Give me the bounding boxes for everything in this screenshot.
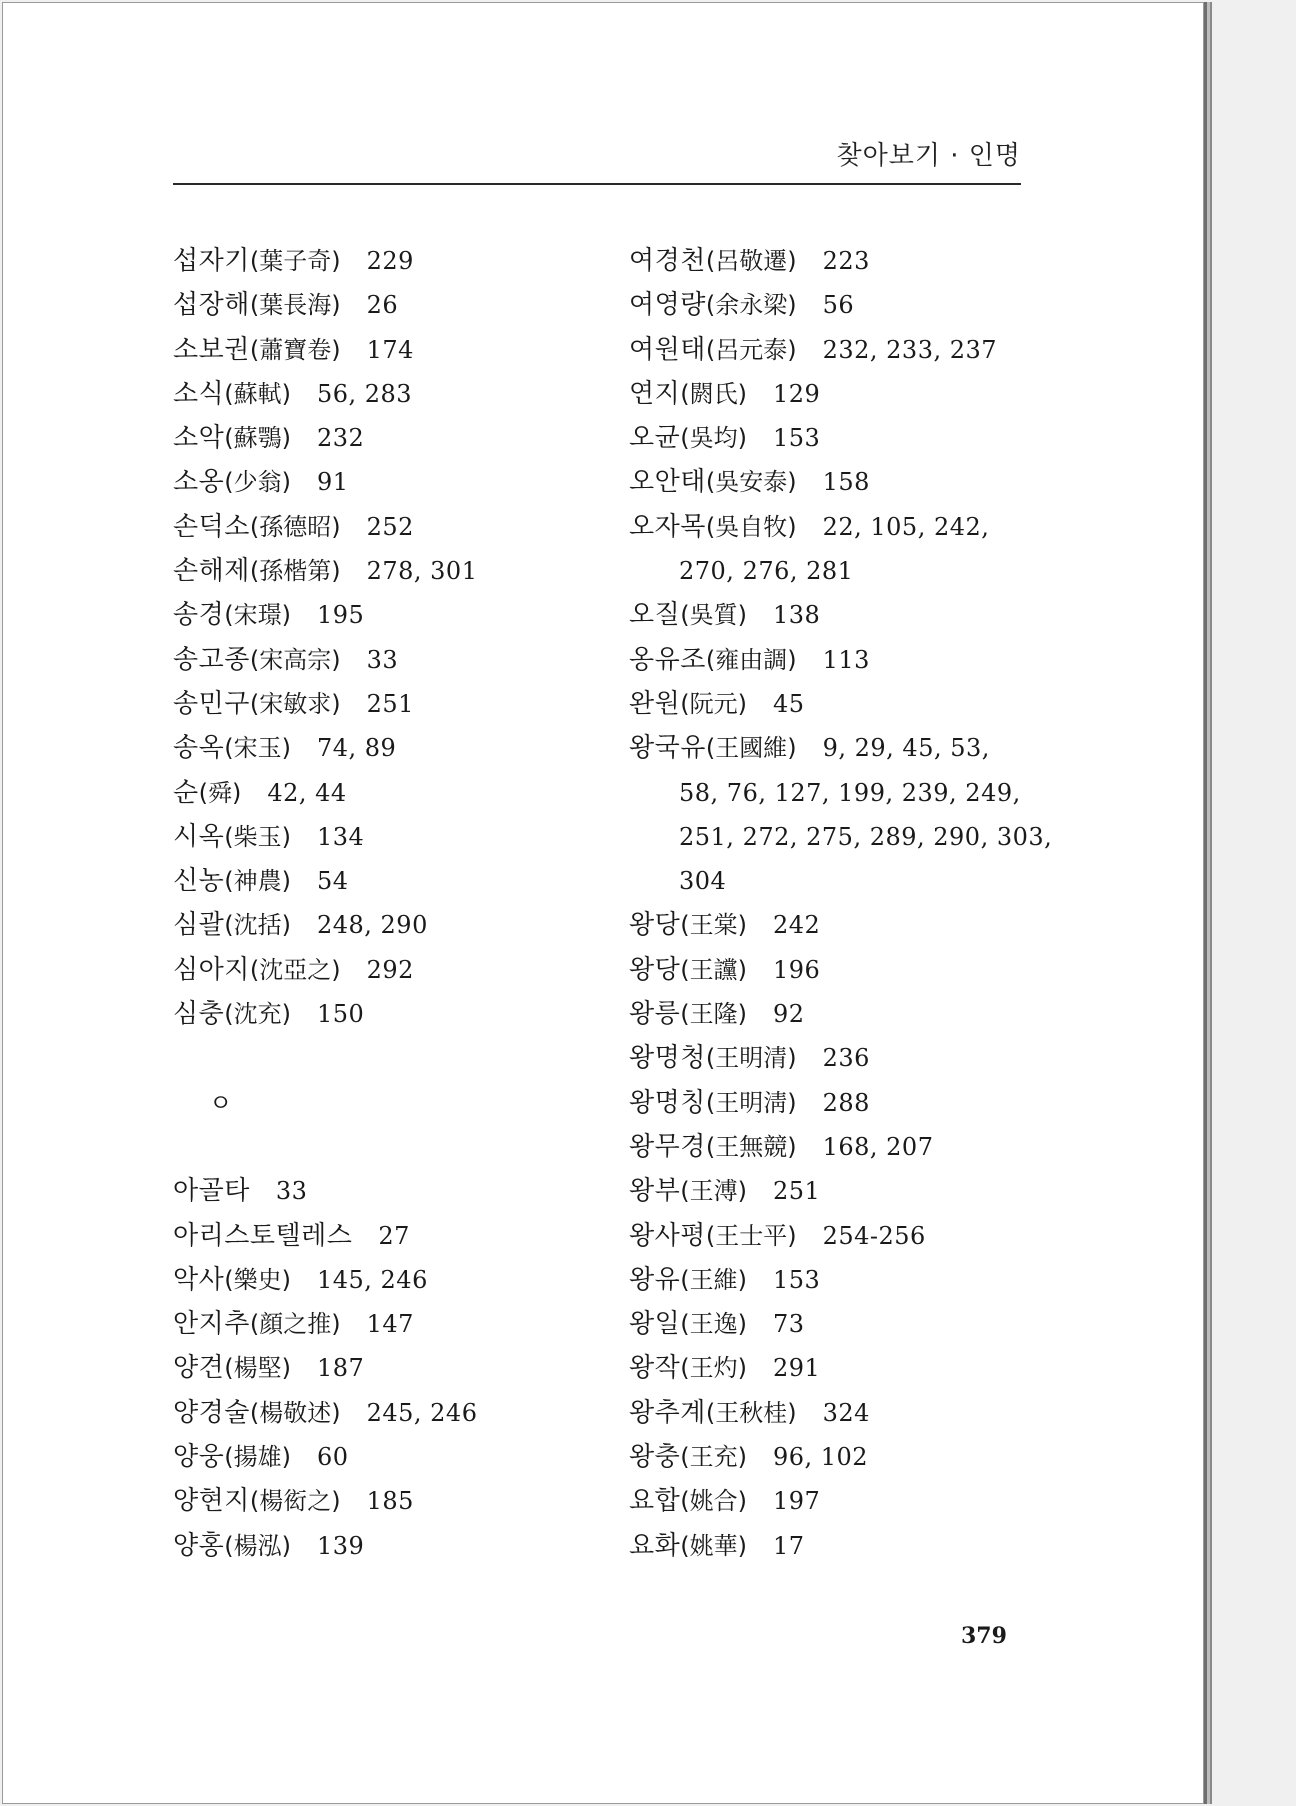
entry-pages: 26 — [366, 291, 399, 320]
entry-name: 손해제 — [173, 556, 250, 587]
entry-hanja: (吳均) — [680, 424, 747, 453]
index-entry — [629, 638, 1049, 682]
entry-hanja: (雍由調) — [705, 645, 797, 674]
index-entry-continuation — [629, 549, 1049, 593]
entry-pages: 223 — [822, 247, 870, 275]
index-entry — [629, 903, 1049, 947]
entry-name: 옹유조 — [629, 644, 706, 675]
index-entry — [629, 1169, 1049, 1213]
entry-hanja: (柴玉) — [224, 822, 291, 851]
entry-hanja: (姚合) — [680, 1487, 747, 1516]
section-letter: ㅇ — [209, 1088, 233, 1117]
entry-hanja: (姚華) — [680, 1531, 747, 1560]
entry-hanja: (王讜) — [680, 955, 747, 984]
entry-hanja: (沈括) — [224, 911, 291, 940]
entry-hanja: (王國維) — [705, 734, 797, 763]
entry-hanja: (王逸) — [680, 1310, 747, 1339]
entry-pages: 27 — [378, 1221, 410, 1250]
entry-pages: 96, 102 — [772, 1443, 869, 1472]
entry-hanja: (王秋桂) — [705, 1398, 797, 1427]
index-entry — [173, 328, 613, 372]
entry-hanja: (呂元泰) — [705, 335, 797, 364]
entry-hanja: (揚雄) — [224, 1443, 291, 1472]
index-entry — [173, 549, 613, 593]
index-column-right — [629, 239, 1053, 1568]
entry-hanja: (樂史) — [224, 1265, 291, 1294]
index-entry — [629, 1435, 1049, 1479]
entry-pages: 73 — [772, 1310, 805, 1339]
entry-pages: 195 — [316, 601, 365, 630]
entry-pages: 139 — [316, 1531, 365, 1560]
entry-hanja: (吳質) — [680, 601, 747, 630]
entry-name: 왕당 — [629, 910, 681, 941]
index-entry — [173, 239, 613, 283]
entry-hanja: (阮元) — [680, 689, 747, 718]
page-number: 379 — [961, 1623, 1007, 1649]
entry-pages: 113 — [822, 645, 870, 674]
entry-pages: 138 — [772, 601, 821, 630]
index-entry — [629, 239, 1049, 283]
header-rule — [173, 183, 1021, 185]
entry-hanja: (王棠) — [680, 911, 747, 940]
entry-name: 안지추 — [173, 1309, 250, 1340]
entry-name: 심아지 — [173, 954, 250, 985]
entry-pages: 197 — [772, 1487, 821, 1516]
entry-pages: 33 — [366, 645, 399, 674]
entry-hanja: (楊泓) — [224, 1531, 291, 1560]
entry-pages: 232, 233, 237 — [822, 335, 998, 364]
entry-name: 연지 — [629, 378, 681, 409]
index-entry — [173, 1479, 613, 1523]
index-entry — [629, 460, 1049, 504]
entry-pages: 196 — [772, 955, 821, 984]
entry-hanja: (吳自牧) — [705, 512, 797, 541]
index-entry — [173, 372, 613, 416]
entry-pages: 291 — [772, 1354, 821, 1383]
index-entry — [629, 1258, 1049, 1302]
entry-name: 송옥 — [173, 733, 225, 764]
entry-pages: 324 — [822, 1398, 870, 1427]
entry-pages: 33 — [275, 1177, 308, 1206]
entry-hanja: (呂敬遷) — [705, 247, 797, 275]
entry-name: 오안태 — [629, 467, 706, 498]
entry-hanja: (王無競) — [705, 1132, 797, 1161]
entry-pages: 229 — [366, 247, 414, 275]
index-entry — [629, 1081, 1049, 1125]
entry-pages: 56 — [822, 291, 855, 320]
index-entry — [173, 771, 613, 815]
book-page — [2, 2, 1204, 1804]
entry-pages: 58, 76, 127, 199, 239, 249, — [679, 778, 1021, 807]
index-entry — [629, 1524, 1049, 1568]
index-entry — [173, 1214, 613, 1258]
entry-hanja: (王隆) — [680, 1000, 747, 1029]
entry-pages: 9, 29, 45, 53, — [822, 734, 990, 763]
entry-name: 아리스토텔레스 — [173, 1220, 353, 1251]
index-entry — [629, 682, 1049, 726]
entry-name: 심충 — [173, 999, 225, 1030]
entry-name: 송경 — [173, 600, 225, 631]
entry-pages: 288 — [822, 1088, 870, 1117]
entry-name: 소식 — [173, 378, 225, 409]
entry-pages: 270, 276, 281 — [679, 557, 854, 586]
entry-hanja: (葉長海) — [249, 291, 341, 320]
index-entry — [173, 1435, 613, 1479]
entry-name: 섭자기 — [173, 246, 250, 276]
index-entry — [629, 1125, 1049, 1169]
entry-pages: 252 — [366, 512, 414, 541]
entry-hanja: (王明淸) — [705, 1088, 797, 1117]
entry-name: 요합 — [629, 1486, 681, 1517]
index-entry — [173, 903, 613, 947]
entry-hanja: (顔之推) — [249, 1310, 341, 1339]
entry-name: 소보권 — [173, 334, 250, 365]
entry-hanja: (王明清) — [705, 1044, 797, 1073]
index-entry — [629, 992, 1049, 1036]
entry-pages: 147 — [366, 1310, 414, 1339]
entry-pages: 91 — [316, 468, 349, 497]
entry-hanja: (王充) — [680, 1443, 747, 1472]
entry-pages: 174 — [366, 335, 414, 364]
entry-hanja: (楊衒之) — [249, 1487, 341, 1516]
entry-hanja: (沈亞之) — [249, 955, 341, 984]
entry-hanja: (沈充) — [224, 1000, 291, 1029]
entry-name: 섭장해 — [173, 290, 250, 321]
entry-pages: 42, 44 — [267, 778, 347, 807]
entry-name: 왕부 — [629, 1176, 681, 1207]
entry-name: 여경천 — [629, 246, 706, 276]
index-entry — [629, 948, 1049, 992]
entry-pages: 242 — [772, 911, 821, 940]
entry-hanja: (蕭寶卷) — [249, 335, 341, 364]
entry-name: 왕국유 — [629, 733, 706, 764]
entry-pages: 232 — [316, 424, 365, 453]
entry-pages: 22, 105, 242, — [822, 512, 990, 541]
index-entry — [173, 460, 613, 504]
entry-name: 신농 — [173, 866, 225, 897]
entry-name: 왕릉 — [629, 999, 681, 1030]
entry-pages: 278, 301 — [366, 557, 478, 586]
index-entry — [629, 1479, 1049, 1523]
index-entry — [173, 726, 613, 770]
entry-pages: 17 — [772, 1531, 805, 1560]
entry-hanja: (楊敬述) — [249, 1398, 341, 1427]
index-entry — [173, 1391, 613, 1435]
index-entry — [173, 992, 613, 1036]
entry-hanja: (蘇軾) — [224, 379, 291, 408]
index-entry — [173, 416, 613, 460]
index-entry — [173, 593, 613, 637]
entry-name: 송민구 — [173, 688, 250, 719]
entry-pages: 251 — [366, 689, 414, 718]
entry-hanja: (王士平) — [705, 1221, 797, 1250]
index-entry — [629, 1302, 1049, 1346]
entry-pages: 92 — [772, 1000, 805, 1029]
entry-name: 순 — [173, 777, 199, 808]
entry-name: 양경술 — [173, 1397, 250, 1428]
index-entry — [173, 1346, 613, 1390]
entry-pages: 185 — [366, 1487, 414, 1516]
index-entry — [173, 638, 613, 682]
entry-pages: 187 — [316, 1354, 365, 1383]
section-spacer — [173, 1036, 613, 1080]
entry-pages: 304 — [679, 867, 727, 896]
entry-hanja: (孫楷第) — [249, 557, 341, 586]
entry-name: 오자목 — [629, 511, 706, 542]
entry-name: 왕충 — [629, 1442, 681, 1473]
index-entry — [629, 593, 1049, 637]
entry-pages: 54 — [316, 867, 349, 896]
entry-name: 양웅 — [173, 1442, 225, 1473]
entry-name: 양현지 — [173, 1486, 250, 1517]
entry-pages: 129 — [772, 379, 821, 408]
running-head: 찾아보기 · 인명 — [836, 141, 1021, 171]
entry-name: 완원 — [629, 688, 681, 719]
index-entry — [173, 682, 613, 726]
index-entry — [629, 505, 1049, 549]
entry-hanja: (少翁) — [224, 468, 291, 497]
entry-hanja: (王維) — [680, 1265, 747, 1294]
entry-pages: 153 — [772, 1265, 821, 1294]
entry-pages: 251 — [772, 1177, 821, 1206]
index-column-left — [173, 239, 613, 1568]
index-entry — [173, 505, 613, 549]
entry-pages: 45 — [772, 689, 805, 718]
entry-hanja: (蘇鶚) — [224, 424, 291, 453]
entry-hanja: (葉子奇) — [249, 247, 341, 275]
entry-name: 오균 — [629, 423, 681, 454]
entry-pages: 254-256 — [822, 1221, 926, 1250]
entry-name: 시옥 — [173, 821, 225, 852]
index-entry — [173, 1258, 613, 1302]
entry-pages: 134 — [316, 822, 365, 851]
entry-hanja: (孫德昭) — [249, 512, 341, 541]
index-entry — [173, 1302, 613, 1346]
entry-hanja: (宋高宗) — [249, 645, 341, 674]
entry-name: 왕추계 — [629, 1397, 706, 1428]
entry-pages: 245, 246 — [366, 1398, 478, 1427]
index-entry — [629, 283, 1049, 327]
index-entry — [173, 1524, 613, 1568]
index-entry — [173, 283, 613, 327]
index-entry-continuation — [629, 771, 1049, 815]
entry-name: 아골타 — [173, 1176, 250, 1207]
entry-name: 심괄 — [173, 910, 225, 941]
entry-hanja: (宋敏求) — [249, 689, 341, 718]
entry-hanja: (閼氏) — [680, 379, 747, 408]
entry-pages: 168, 207 — [822, 1132, 934, 1161]
entry-hanja: (舜) — [198, 778, 242, 807]
entry-name: 왕무경 — [629, 1131, 706, 1162]
index-entry — [629, 1346, 1049, 1390]
index-entry — [173, 1169, 613, 1213]
entry-hanja: (余永梁) — [705, 291, 797, 320]
entry-pages: 150 — [316, 1000, 365, 1029]
entry-pages: 60 — [316, 1443, 349, 1472]
index-entry — [629, 726, 1049, 770]
entry-name: 소옹 — [173, 467, 225, 498]
index-entry-continuation — [629, 859, 1049, 903]
entry-hanja: (吳安泰) — [705, 468, 797, 497]
entry-hanja: (楊堅) — [224, 1354, 291, 1383]
entry-pages: 251, 272, 275, 289, 290, 303, — [679, 822, 1053, 851]
entry-name: 손덕소 — [173, 511, 250, 542]
entry-hanja: (宋璟) — [224, 601, 291, 630]
entry-name: 왕명칭 — [629, 1087, 706, 1118]
section-spacer — [173, 1125, 613, 1169]
entry-pages: 145, 246 — [316, 1265, 428, 1294]
index-entry — [173, 815, 613, 859]
index-entry — [629, 328, 1049, 372]
entry-name: 소악 — [173, 423, 225, 454]
entry-name: 왕작 — [629, 1353, 681, 1384]
index-entry — [173, 859, 613, 903]
entry-name: 오질 — [629, 600, 681, 631]
index-entry — [629, 1391, 1049, 1435]
entry-name: 송고종 — [173, 644, 250, 675]
entry-pages: 292 — [366, 955, 414, 984]
entry-hanja: (王溥) — [680, 1177, 747, 1206]
entry-name: 왕사평 — [629, 1220, 706, 1251]
entry-name: 양견 — [173, 1353, 225, 1384]
entry-name: 여영량 — [629, 290, 706, 321]
index-entry-continuation — [629, 815, 1053, 859]
entry-hanja: (王灼) — [680, 1354, 747, 1383]
entry-pages: 74, 89 — [316, 734, 397, 763]
entry-pages: 236 — [822, 1044, 870, 1073]
entry-name: 왕유 — [629, 1264, 681, 1295]
entry-hanja: (神農) — [224, 867, 291, 896]
index-entry — [173, 948, 613, 992]
entry-hanja: (宋玉) — [224, 734, 291, 763]
entry-name: 양홍 — [173, 1530, 225, 1561]
entry-name: 왕일 — [629, 1309, 681, 1340]
entry-pages: 153 — [772, 424, 821, 453]
entry-name: 요화 — [629, 1530, 681, 1561]
entry-name: 왕당 — [629, 954, 681, 985]
entry-name: 여원태 — [629, 334, 706, 365]
entry-pages: 56, 283 — [316, 379, 413, 408]
index-entry — [629, 416, 1049, 460]
entry-name: 악사 — [173, 1264, 225, 1295]
index-entry — [629, 1036, 1049, 1080]
entry-pages: 158 — [822, 468, 870, 497]
index-entry — [629, 372, 1049, 416]
index-entry — [629, 1214, 1049, 1258]
entry-name: 왕명청 — [629, 1043, 706, 1074]
entry-pages: 248, 290 — [316, 911, 428, 940]
